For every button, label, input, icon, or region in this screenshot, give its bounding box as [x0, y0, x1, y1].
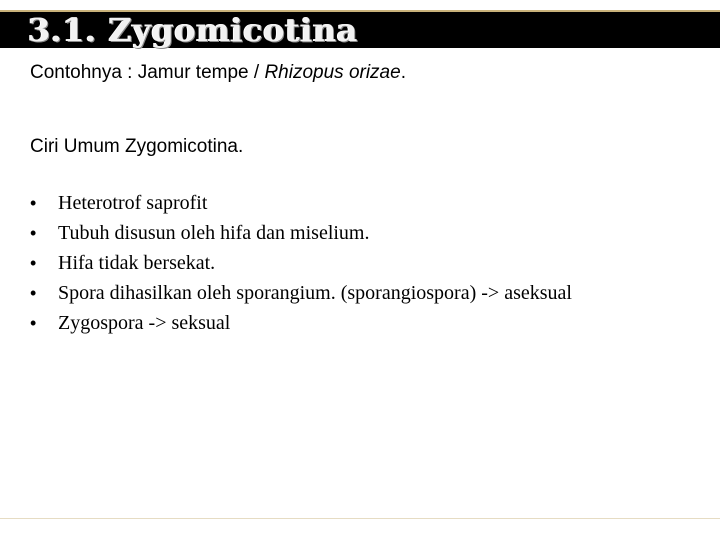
- title-bar: [0, 10, 720, 48]
- example-species: Rhizopus orizae: [264, 62, 401, 83]
- example-line: [30, 60, 406, 86]
- list-item-text: Tubuh disusun oleh hifa dan miselium.: [58, 222, 370, 244]
- bullet-icon: •: [30, 253, 37, 273]
- list-item: [30, 248, 572, 278]
- slide-title: 3.1. Zygomicotina: [28, 11, 358, 49]
- bullet-icon: •: [30, 223, 37, 243]
- list-item-text: Zygospora -> seksual: [58, 312, 231, 334]
- list-item: [30, 278, 572, 308]
- list-item-text: Hifa tidak bersekat.: [58, 252, 216, 274]
- list-item: [30, 218, 572, 248]
- characteristics-heading: Ciri Umum Zygomicotina.: [30, 136, 244, 157]
- bullet-icon: •: [30, 193, 37, 213]
- example-suffix: .: [400, 62, 406, 83]
- bullet-icon: •: [30, 313, 37, 333]
- example-prefix: Contohnya : Jamur tempe /: [30, 62, 265, 83]
- bullet-icon: •: [30, 283, 37, 303]
- characteristics-list: [30, 188, 572, 338]
- list-item: [30, 188, 572, 218]
- bottom-divider: [0, 518, 720, 519]
- list-item-text: Spora dihasilkan oleh sporangium. (sporangiospora) -> aseksual: [58, 282, 572, 304]
- list-item: [30, 308, 572, 338]
- list-item-text: Heterotrof saprofit: [58, 192, 208, 214]
